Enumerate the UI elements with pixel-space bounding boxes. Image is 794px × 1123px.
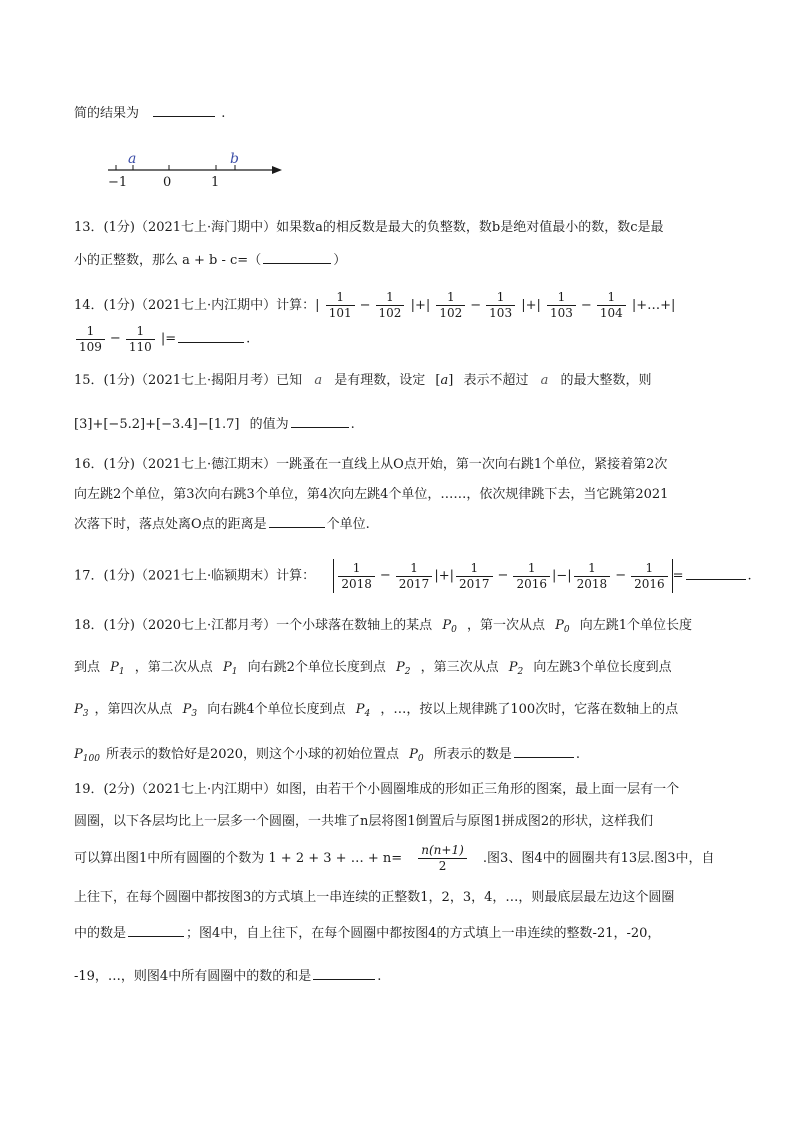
q19-text: ；图4中，自上往下，在每个圆圈中都按图4的方式填上一串连续的整数-21，-20，	[186, 926, 661, 941]
answer-blank[interactable]	[128, 923, 184, 937]
q18-text: 向右跳4个单位长度到点	[207, 702, 346, 717]
q18-text: ，…，按以上规律跳了100次时，它落在数轴上的点	[380, 702, 679, 717]
q12-line	[74, 103, 225, 123]
answer-blank[interactable]	[514, 744, 574, 758]
fraction: $\frac{1}{102}$	[436, 290, 465, 321]
q18-text: ，第一次从点	[466, 618, 545, 633]
plus-op: +	[145, 417, 156, 432]
q17-line: 17．(1分)（2021七上·临颍期末）计算： $\frac{1}{2018}$ − $\frac{1}{2017}$ |+| $\frac{1}{2017}$ − $\frac{1}{2016}$ |−| $\frac{1}{2018}$ − $\frac{1}{2016}$ = .	[74, 558, 752, 594]
q18-line1	[74, 616, 692, 636]
var-a: a	[314, 373, 323, 388]
floor-term: [−3.4]	[155, 417, 198, 432]
fraction: $\frac{n(n+1)}{2}$	[418, 843, 467, 874]
plus-op: +	[92, 417, 104, 432]
fraction: $\frac{1}{104}$	[597, 290, 626, 321]
answer-blank[interactable]	[178, 329, 244, 343]
q12-prefix: 简的结果为	[74, 106, 140, 121]
q18-text: 向右跳2个单位长度到点	[247, 660, 386, 675]
q15-line1	[74, 371, 652, 391]
tick-label-neg1: −1	[108, 175, 128, 190]
q15-mid: 是有理数，设定	[334, 373, 426, 388]
fraction: $\frac{1}{2016}$	[513, 561, 550, 592]
q16-line3	[74, 514, 370, 534]
point-p1: $P_1$	[222, 660, 238, 677]
minus-op: −	[197, 417, 209, 432]
q18-text: ，第四次从点	[94, 702, 173, 717]
q18-text: 到点	[74, 660, 101, 675]
answer-blank[interactable]	[686, 566, 746, 580]
fraction: $\frac{1}{103}$	[547, 290, 576, 321]
q16-prefix: 次落下时，落点处离O点的距离是	[74, 517, 267, 532]
q18-text: 所表示的数恰好是2020，则这个小球的初始位置点	[105, 747, 400, 762]
fraction: $\frac{1}{101}$	[326, 290, 355, 321]
answer-blank[interactable]	[291, 414, 349, 428]
q19-line4: 上往下，在每个圆圈中都按图3的方式填上一串连续的正整数1，2，3，4，…，则最底层最左边这个圆圈	[74, 890, 675, 905]
fraction: $\frac{1}{2017}$	[396, 561, 433, 592]
q19-text: .图3、图4中的圆圈共有13层.图3中，自	[482, 851, 715, 866]
answer-blank[interactable]	[313, 966, 375, 980]
period: .	[246, 331, 251, 347]
q15-suffix: 的最大整数，则	[560, 373, 652, 388]
tick-label-0: 0	[163, 175, 172, 190]
q16-line1: 16．(1分)（2021七上·德江期末）一跳蚤在一直线上从O点开始，第一次向右跳1个单位，紧接着第2次	[74, 457, 668, 472]
period: .	[747, 568, 752, 584]
q13-line2	[74, 250, 346, 270]
q19-line6	[74, 966, 381, 986]
q18-text: ，第三次从点	[420, 660, 499, 675]
q19-text: 可以算出图1中所有圆圈的个数为 1 + 2 + 3 + … + n=	[74, 851, 403, 866]
fraction: $\frac{1}{103}$	[486, 290, 515, 321]
point-p2: $P_2$	[508, 660, 524, 677]
q19-line1: 19．(2分)（2021七上·内江期中）如图，由若干个小圆圈堆成的形如正三角形的图案，最上面一层有一个	[74, 782, 680, 797]
q16-line2: 向左跳2个单位，第3次向右跳3个单位，第4次向左跳4个单位，……，依次规律跳下去，当它跳第2021	[74, 487, 669, 502]
q19-line5	[74, 923, 660, 943]
tick-label-1: 1	[211, 175, 220, 190]
q18-line2	[74, 658, 672, 678]
answer-blank[interactable]	[269, 514, 325, 528]
fraction: $\frac{1}{2017}$	[456, 561, 493, 592]
q14-sep1: |+|	[410, 298, 431, 313]
q17-end: =	[672, 568, 684, 584]
point-p3: $P_3$	[74, 702, 89, 719]
q14-line1: 14．(1分)（2021七上·内江期中）计算：| $\frac{1}{101}$ − $\frac{1}{102}$ |+| $\frac{1}{102}$ − $\frac{1}{103}$ |+| $\frac{1}{103}$ − $\frac{1}{104}$ |+…+|	[74, 290, 676, 320]
q13-prefix: 小的正整数，那么 a + b - c=（	[74, 253, 262, 268]
q12-suffix: .	[221, 106, 226, 121]
fraction: $\frac{1}{102}$	[376, 290, 405, 321]
floor-term: [−5.2]	[103, 417, 146, 432]
q15-suffix2: 的值为	[249, 417, 289, 432]
number-line-arrow	[272, 166, 282, 174]
q14-tail: |+…+|	[631, 298, 676, 313]
q14-sep2: |+|	[521, 298, 541, 313]
q17-prefix: 17．(1分)（2021七上·临颍期末）计算：	[74, 568, 316, 584]
point-p2: $P_2$	[395, 660, 411, 677]
fraction: $\frac{1}{2018}$	[574, 561, 611, 592]
answer-blank[interactable]	[153, 103, 215, 117]
q16-suffix: 个单位.	[326, 517, 370, 532]
point-p3: $P_3$	[182, 702, 198, 719]
point-label-a: a	[128, 151, 137, 167]
point-label-b: b	[230, 151, 239, 167]
q17-sep2: |−|	[551, 568, 572, 584]
point-p4: $P_4$	[355, 702, 371, 719]
var-a: a	[540, 373, 549, 388]
point-p0: $P_0$	[442, 618, 457, 635]
q18-text: 向左跳1个单位长度	[579, 618, 693, 633]
fraction: $\frac{1}{110}$	[126, 324, 155, 355]
point-p100: $P_{100}$	[74, 747, 100, 764]
q15-mid2: 表示不超过	[463, 373, 529, 388]
floor-term: [3]	[74, 417, 93, 432]
q19-line2: 圆圈，以下各层均比上一层多一个圆圈，一共堆了n层将图1倒置后与原图1拼成图2的形状，这样我们	[74, 814, 654, 829]
q14-prefix: 14．(1分)（2021七上·内江期中）计算：|	[74, 298, 320, 313]
q18-text: 18．(1分)（2020七上·江都月考）一个小球落在数轴上的某点	[74, 618, 433, 633]
floor-a: [a]	[435, 373, 454, 388]
q14-line2: $\frac{1}{109}$ − $\frac{1}{110}$ |= .	[74, 322, 250, 356]
number-line-figure	[100, 148, 290, 193]
q18-text: 所表示的数是	[433, 747, 512, 762]
answer-blank[interactable]	[263, 250, 331, 264]
q14-end: |=	[160, 331, 177, 347]
fraction: $\frac{1}{2018}$	[338, 561, 375, 592]
q18-text: ，第二次从点	[134, 660, 213, 675]
q19-text: -19，…，则图4中所有圆圈中的数的和是	[74, 969, 312, 984]
point-p0: $P_0$	[555, 618, 570, 635]
period: .	[575, 747, 580, 762]
q18-line3	[74, 700, 678, 720]
q18-line4	[74, 744, 580, 764]
point-p0: $P_0$	[409, 747, 424, 764]
fraction: $\frac{1}{2016}$	[631, 561, 668, 592]
period: .	[377, 969, 382, 984]
q18-text: 向左跳3个单位长度到点	[533, 660, 672, 675]
q19-line3	[74, 842, 715, 876]
period: .	[350, 417, 355, 432]
fraction: $\frac{1}{109}$	[76, 324, 105, 355]
q15-line2	[74, 414, 355, 434]
floor-term: [1.7]	[208, 417, 240, 432]
q13-suffix: ）	[333, 253, 347, 268]
point-p1: $P_1$	[110, 660, 125, 677]
q17-sep1: |+|	[434, 568, 454, 584]
q13-line1: 13．(1分)（2021七上·海门期中）如果数a的相反数是最大的负整数，数b是绝对值最小的数，数c是最	[74, 220, 664, 235]
q15-prefix: 15．(1分)（2021七上·揭阳月考）已知	[74, 373, 303, 388]
q19-text: 中的数是	[74, 926, 127, 941]
